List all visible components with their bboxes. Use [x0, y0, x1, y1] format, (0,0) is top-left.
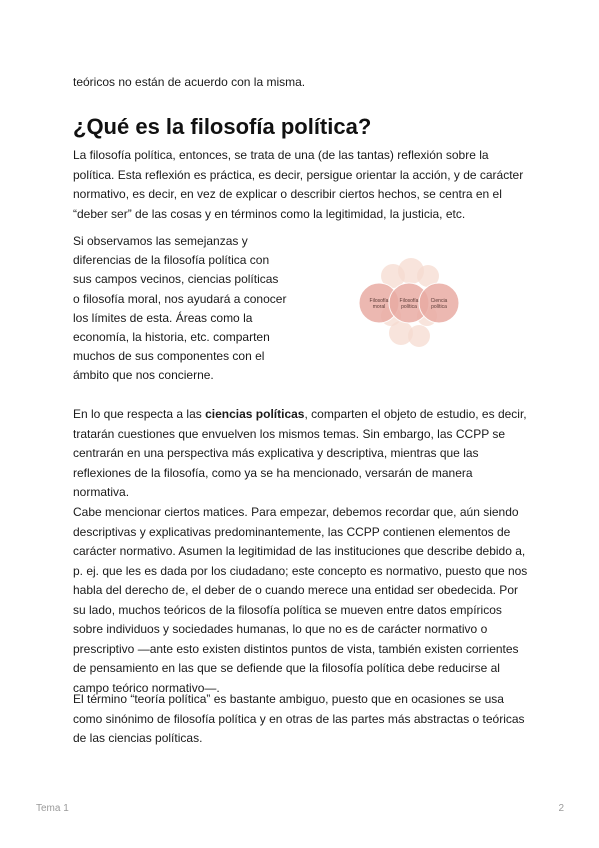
circle-ciencia-label-1: política [431, 304, 447, 310]
footer-page-number: 2 [558, 803, 564, 814]
paragraph-intro-end: teóricos no están de acuerdo con la misma. [73, 75, 306, 89]
p3-emphasis: ciencias políticas [205, 407, 305, 421]
paragraph-political-science [73, 405, 528, 503]
circle-moral-label-0: Filosofía [369, 298, 389, 304]
footer-chapter: Tema 1 [36, 803, 69, 814]
section-heading: ¿Qué es la filosofía política? [73, 114, 372, 139]
venn-diagram [357, 258, 462, 353]
paragraph-nuances: Cabe mencionar ciertos matices. Para empezar, debemos recordar que, aún siendo descriptivas y explicativas predominantemente, las CCPP contienen elementos de carácter normativo. Asumen la legitimidad de las instituciones que describe debido a, p. ej. que les es dada por los ciudadano; este concepto es normativo, puesto que nos habla del derecho de, el deber de o cuando merece una entidad ser obedecida. Por su lado, muchos teóricos de la filosofía política se mueven entre datos empíricos sobre individuos y sociedades humanas, lo que no es de carácter normativo o prescriptivo —ante esto existen distintos puntos de vista, también existen corrientes de pensamiento en las que se defiende que la filosofía política debe reducirse al campo teórico normativo—. [73, 505, 528, 695]
circle-politica-label-1: política [401, 304, 417, 310]
paragraph-political-theory: El término “teoría política” es bastante ambiguo, puesto que en ocasiones se usa como sinónimo de filosofía política y en otras de las partes más abstractas o teóricas de las ciencias políticas. [73, 692, 525, 745]
circle-moral-label-1: moral [372, 304, 386, 310]
p3-rest: , comparten el objeto de estudio, es decir, tratarán cuestiones que envuelven los mismos temas. Sin embargo, las CCPP se centrarán en una perspectiva más explicativa y descriptiva, mientras que las reflexiones de la filosofía, como ya se ha mencionado, versarán de manera normativa. [73, 407, 527, 499]
circle-politica-label-0: Filosofía [399, 298, 419, 304]
p3-lead: En lo que respecta a las [73, 407, 206, 421]
paragraph-definition: La filosofía política, entonces, se trata de una (de las tantas) reflexión sobre la política. Esta reflexión es práctica, es decir, persigue orientar la acción, y de carácter normativo, es decir, en vez de explicar o describir ciertos hechos, se centra en el “deber ser” de las cosas y en términos como la legitimidad, la justicia, etc. [73, 148, 524, 221]
paragraph-neighbor-fields: Si observamos las semejanzas y diferencias de la filosofía política con sus campos vecinos, ciencias políticas o filosofía moral, nos ayudará a conocer los límites de esta. Áreas como la economía, la historia, etc. comparten muchos de sus componentes con el ámbito que nos concierne. [73, 234, 287, 383]
diagram-labels [370, 298, 448, 310]
circle-ciencia-label-0: Ciencia [430, 298, 448, 304]
halo-circle-4 [408, 325, 430, 347]
venn-diagram-svg [357, 258, 462, 353]
